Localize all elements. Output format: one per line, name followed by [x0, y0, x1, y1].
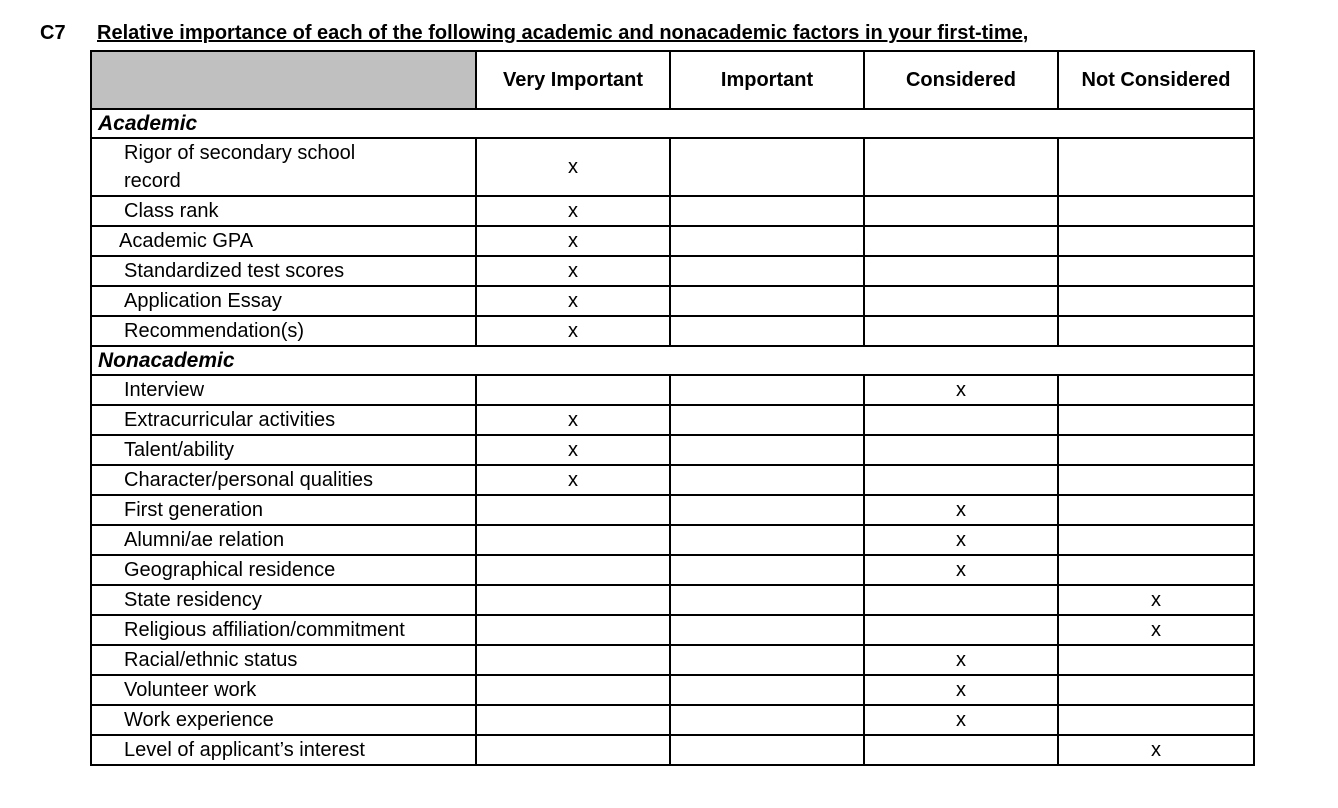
rating-cell: x	[864, 675, 1058, 705]
factor-label: Extracurricular activities	[91, 405, 476, 435]
rating-cell	[1058, 675, 1254, 705]
rating-cell	[670, 435, 864, 465]
factor-label: Class rank	[91, 196, 476, 226]
rating-cell: x	[1058, 615, 1254, 645]
rating-cell	[670, 256, 864, 286]
factor-label: Religious affiliation/commitment	[91, 615, 476, 645]
section-row	[91, 346, 1254, 375]
table-row	[91, 375, 1254, 405]
table-row	[91, 555, 1254, 585]
table-row	[91, 525, 1254, 555]
rating-cell: x	[864, 555, 1058, 585]
rating-cell	[1058, 226, 1254, 256]
factor-label: Work experience	[91, 705, 476, 735]
rating-cell	[864, 615, 1058, 645]
table-row	[91, 495, 1254, 525]
factor-label: Level of applicant’s interest	[91, 735, 476, 765]
column-header: Considered	[864, 51, 1058, 109]
rating-cell	[1058, 555, 1254, 585]
rating-cell	[476, 585, 670, 615]
table-row	[91, 226, 1254, 256]
rating-cell: x	[864, 495, 1058, 525]
rating-cell	[670, 585, 864, 615]
table-row	[91, 435, 1254, 465]
rating-cell: x	[1058, 585, 1254, 615]
rating-cell	[1058, 256, 1254, 286]
rating-cell: x	[476, 256, 670, 286]
rating-cell	[670, 615, 864, 645]
rating-cell	[864, 316, 1058, 346]
rating-cell	[864, 286, 1058, 316]
factor-label: Rigor of secondary school record	[91, 138, 476, 196]
rating-cell	[1058, 495, 1254, 525]
section-heading	[40, 22, 1028, 45]
factor-label: Geographical residence	[91, 555, 476, 585]
table-row	[91, 256, 1254, 286]
rating-cell	[476, 645, 670, 675]
table-row	[91, 405, 1254, 435]
rating-cell: x	[476, 465, 670, 495]
rating-cell	[864, 138, 1058, 196]
rating-cell	[1058, 645, 1254, 675]
section-row	[91, 109, 1254, 138]
rating-cell	[670, 675, 864, 705]
rating-cell: x	[476, 138, 670, 196]
rating-cell	[476, 675, 670, 705]
factor-label: Application Essay	[91, 286, 476, 316]
rating-cell	[476, 495, 670, 525]
table-row	[91, 645, 1254, 675]
factor-label: Talent/ability	[91, 435, 476, 465]
rating-cell	[864, 405, 1058, 435]
rating-cell	[864, 585, 1058, 615]
rating-cell	[1058, 525, 1254, 555]
factor-label: Racial/ethnic status	[91, 645, 476, 675]
table-row	[91, 675, 1254, 705]
rating-cell	[670, 405, 864, 435]
rating-cell	[864, 226, 1058, 256]
section-label: Nonacademic	[91, 346, 1254, 375]
factor-label: First generation	[91, 495, 476, 525]
rating-cell	[476, 555, 670, 585]
rating-cell	[476, 615, 670, 645]
section-label: Academic	[91, 109, 1254, 138]
rating-cell	[864, 735, 1058, 765]
table-row	[91, 286, 1254, 316]
rating-cell: x	[476, 286, 670, 316]
rating-cell: x	[476, 435, 670, 465]
rating-cell: x	[864, 645, 1058, 675]
rating-cell	[1058, 465, 1254, 495]
rating-cell	[670, 735, 864, 765]
rating-cell	[864, 465, 1058, 495]
column-header: Not Considered	[1058, 51, 1254, 109]
rating-cell	[864, 435, 1058, 465]
rating-cell	[1058, 435, 1254, 465]
factor-label: Standardized test scores	[91, 256, 476, 286]
factor-label: Interview	[91, 375, 476, 405]
factor-label: Character/personal qualities	[91, 465, 476, 495]
factor-label: State residency	[91, 585, 476, 615]
rating-cell	[1058, 316, 1254, 346]
rating-cell: x	[1058, 735, 1254, 765]
rating-cell: x	[476, 196, 670, 226]
rating-cell	[670, 495, 864, 525]
rating-cell	[670, 286, 864, 316]
rating-cell	[670, 645, 864, 675]
table-row	[91, 615, 1254, 645]
rating-cell	[1058, 405, 1254, 435]
corner-cell	[91, 51, 476, 109]
header-row	[91, 51, 1254, 109]
rating-cell	[476, 735, 670, 765]
rating-cell	[670, 465, 864, 495]
table-row	[91, 465, 1254, 495]
table-row	[91, 196, 1254, 226]
table-row	[91, 585, 1254, 615]
rating-cell	[670, 705, 864, 735]
rating-cell	[670, 138, 864, 196]
rating-cell	[864, 256, 1058, 286]
rating-cell: x	[476, 316, 670, 346]
rating-cell	[670, 525, 864, 555]
rating-cell	[670, 196, 864, 226]
table-row	[91, 735, 1254, 765]
rating-cell	[1058, 196, 1254, 226]
factor-label: Academic GPA	[91, 226, 476, 256]
table-row	[91, 138, 1254, 196]
rating-cell	[1058, 375, 1254, 405]
rating-cell: x	[476, 405, 670, 435]
rating-cell	[670, 226, 864, 256]
column-header: Important	[670, 51, 864, 109]
rating-cell	[476, 525, 670, 555]
rating-cell	[864, 196, 1058, 226]
section-title: Relative importance of each of the following academic and nonacademic factors in your first-time,	[97, 22, 1029, 44]
factor-label: Alumni/ae relation	[91, 525, 476, 555]
factor-label: Recommendation(s)	[91, 316, 476, 346]
rating-cell	[476, 705, 670, 735]
rating-cell	[476, 375, 670, 405]
importance-table	[90, 50, 1255, 766]
section-code: C7	[40, 22, 66, 44]
rating-cell	[1058, 286, 1254, 316]
rating-cell: x	[864, 375, 1058, 405]
table-row	[91, 705, 1254, 735]
table-row	[91, 316, 1254, 346]
rating-cell	[1058, 705, 1254, 735]
rating-cell	[670, 316, 864, 346]
factor-label: Volunteer work	[91, 675, 476, 705]
rating-cell: x	[476, 226, 670, 256]
rating-cell: x	[864, 525, 1058, 555]
table-body	[91, 109, 1254, 765]
rating-cell	[670, 555, 864, 585]
rating-cell	[670, 375, 864, 405]
rating-cell: x	[864, 705, 1058, 735]
rating-cell	[1058, 138, 1254, 196]
column-header: Very Important	[476, 51, 670, 109]
